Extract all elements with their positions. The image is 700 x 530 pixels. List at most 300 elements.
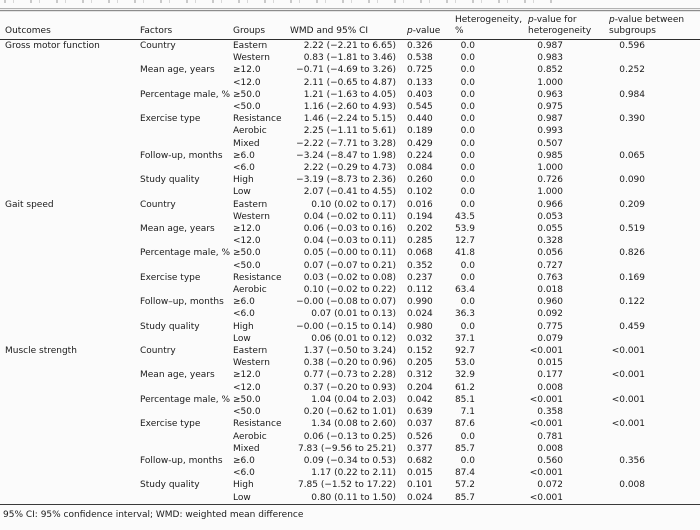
cell-outcomes (0, 443, 135, 455)
cell-wmd: 0.38 (−0.20 to 0.96) (303, 358, 396, 369)
cell-pbetween: 0.090 (619, 175, 645, 186)
table-row (0, 345, 700, 357)
table-row (0, 443, 700, 455)
cell-groups: <12.0 (233, 382, 261, 393)
table-row (0, 369, 700, 381)
column-header-p (403, 12, 452, 40)
table-row (0, 247, 700, 259)
cell-outcomes (0, 321, 135, 333)
cell-phet: 0.985 (537, 150, 563, 161)
cell-wmd: 0.05 (−0.00 to 0.11) (303, 248, 396, 259)
cell-pbetween: 0.209 (619, 199, 645, 210)
cell-pbetween (605, 235, 700, 247)
cell-phet: 0.775 (537, 321, 563, 332)
cell-pbetween: <0.001 (611, 346, 645, 357)
cell-phet: 1.000 (537, 187, 563, 198)
cell-phet: 0.975 (537, 102, 563, 113)
cell-pbetween (605, 260, 700, 272)
cell-het: 0.0 (460, 102, 475, 113)
cell-outcomes (0, 138, 135, 150)
table-row (0, 211, 700, 223)
cell-het: 0.0 (460, 297, 475, 308)
cell-groups: Western (233, 53, 270, 64)
cell-factors (135, 77, 230, 89)
cell-phet: <0.001 (529, 419, 563, 430)
cell-groups: High (233, 321, 254, 332)
cell-wmd: 0.10 (−0.02 to 0.22) (303, 285, 396, 296)
cell-factors (135, 138, 230, 150)
cell-pbetween: <0.001 (611, 370, 645, 381)
cell-factors: Exercise type (140, 114, 201, 125)
cell-pbetween: 0.459 (619, 321, 645, 332)
cell-p: 0.403 (407, 89, 433, 100)
cell-het: 0.0 (460, 89, 475, 100)
cell-wmd: 0.09 (−0.34 to 0.53) (303, 455, 396, 466)
cell-factors (135, 443, 230, 455)
cell-het: 37.1 (454, 333, 475, 344)
cell-factors (135, 162, 230, 174)
column-header-groups (230, 12, 287, 40)
cell-factors (135, 125, 230, 137)
header-line: p-value (407, 25, 441, 36)
cell-factors (135, 333, 230, 345)
table-row (0, 382, 700, 394)
cell-p: 0.189 (407, 126, 433, 137)
cell-phet: 0.960 (537, 297, 563, 308)
cell-het: 85.7 (454, 492, 475, 503)
table-row (0, 479, 700, 491)
cell-groups: ≥50.0 (233, 394, 261, 405)
cell-pbetween: 0.390 (619, 114, 645, 125)
cell-het: 41.8 (454, 248, 475, 259)
cell-groups: <12.0 (233, 77, 261, 88)
cell-groups: High (233, 175, 254, 186)
cell-het: 87.4 (454, 468, 475, 479)
cell-p: 0.538 (407, 53, 433, 64)
table-row (0, 40, 700, 53)
cell-p: 0.725 (407, 65, 433, 76)
cell-groups: Low (233, 333, 251, 344)
cell-het: 0.0 (460, 431, 475, 442)
cell-groups: ≥12.0 (233, 224, 261, 235)
cell-outcomes (0, 77, 135, 89)
cell-outcomes (0, 284, 135, 296)
cell-wmd: 0.07 (−0.07 to 0.21) (303, 260, 396, 271)
cell-phet: 0.507 (537, 138, 563, 149)
table-row (0, 138, 700, 150)
table-row (0, 406, 700, 418)
cell-outcomes (0, 235, 135, 247)
cell-phet: 0.358 (537, 407, 563, 418)
cell-groups: ≥12.0 (233, 65, 261, 76)
cell-p: 0.682 (407, 455, 433, 466)
cell-phet: <0.001 (529, 468, 563, 479)
table-row (0, 492, 700, 505)
cell-outcomes (0, 406, 135, 418)
cell-pbetween: 0.356 (619, 455, 645, 466)
cell-outcomes (0, 89, 135, 101)
table-row (0, 77, 700, 89)
cropped-caption-remnant (4, 0, 556, 3)
cell-phet: 0.072 (537, 480, 563, 491)
cell-wmd: 1.34 (0.08 to 2.60) (311, 419, 396, 430)
header-line: Factors (140, 25, 173, 36)
cell-wmd: −0.71 (−4.69 to 3.26) (296, 65, 396, 76)
cell-groups: ≥12.0 (233, 370, 261, 381)
cell-p: 0.352 (407, 260, 433, 271)
cell-outcomes (0, 479, 135, 491)
cell-factors: Mean age, years (140, 224, 215, 235)
table-row (0, 418, 700, 430)
cell-het: 0.0 (460, 138, 475, 149)
column-header-het (452, 12, 525, 40)
cell-phet: 0.055 (537, 224, 563, 235)
table-row (0, 284, 700, 296)
header-line: Groups (233, 25, 266, 36)
cell-outcomes (0, 247, 135, 259)
cell-het: 0.0 (460, 260, 475, 271)
cell-factors (135, 467, 230, 479)
column-header-outcomes (0, 12, 135, 40)
cell-wmd: 0.04 (−0.02 to 0.11) (303, 211, 396, 222)
cell-het: 53.0 (454, 358, 475, 369)
cell-factors (135, 260, 230, 272)
cell-p: 0.024 (407, 309, 433, 320)
table-footnote: 95% CI: 95% confidence interval; WMD: weighted mean difference (3, 509, 304, 520)
table-row (0, 308, 700, 320)
cell-pbetween (605, 431, 700, 443)
cell-phet: 0.328 (537, 236, 563, 247)
cell-p: 0.202 (407, 224, 433, 235)
cell-factors: Follow–up, months (140, 297, 224, 308)
header-line: WMD and 95% CI (290, 25, 369, 36)
cell-pbetween (605, 443, 700, 455)
cell-het: 85.1 (454, 394, 475, 405)
cell-wmd: 0.06 (−0.13 to 0.25) (303, 431, 396, 442)
cell-het: 32.9 (454, 370, 475, 381)
cell-groups: <6.0 (233, 163, 255, 174)
cell-p: 0.285 (407, 236, 433, 247)
table-row (0, 113, 700, 125)
cell-pbetween: <0.001 (611, 394, 645, 405)
cell-factors: Country (140, 41, 176, 51)
cell-wmd: 0.10 (0.02 to 0.17) (311, 199, 396, 210)
cell-pbetween (605, 382, 700, 394)
cell-phet: 0.015 (537, 358, 563, 369)
cell-wmd: 0.20 (−0.62 to 1.01) (303, 407, 396, 418)
table-row (0, 89, 700, 101)
cell-p: 0.205 (407, 358, 433, 369)
cell-pbetween: 0.826 (619, 248, 645, 259)
cell-wmd: 2.07 (−0.41 to 4.55) (303, 187, 396, 198)
column-header-phet (525, 12, 605, 40)
cell-phet: 0.177 (537, 370, 563, 381)
cell-outcomes: Gait speed (5, 199, 54, 210)
cell-pbetween (605, 52, 700, 64)
table-row (0, 101, 700, 113)
cell-phet: 0.053 (537, 211, 563, 222)
cell-groups: Resistance (233, 419, 282, 430)
cell-het: 0.0 (460, 321, 475, 332)
column-header-pbetween (605, 12, 700, 40)
cell-groups: <50.0 (233, 407, 261, 418)
cell-pbetween (605, 308, 700, 320)
cell-wmd: 0.06 (−0.03 to 0.16) (303, 224, 396, 235)
cell-het: 0.0 (460, 272, 475, 283)
cell-wmd: 2.22 (−2.21 to 6.65) (303, 41, 396, 51)
cell-groups: ≥50.0 (233, 89, 261, 100)
cell-p: 0.224 (407, 150, 433, 161)
cell-outcomes (0, 101, 135, 113)
cell-outcomes (0, 150, 135, 162)
cell-outcomes (0, 174, 135, 186)
cell-factors: Exercise type (140, 419, 201, 430)
cell-wmd: 1.21 (−1.63 to 4.05) (303, 89, 396, 100)
cell-phet: 0.079 (537, 333, 563, 344)
cell-het: 85.7 (454, 443, 475, 454)
cell-factors: Country (140, 346, 176, 357)
table-row (0, 223, 700, 235)
cell-het: 0.0 (460, 150, 475, 161)
cell-het: 87.6 (454, 419, 475, 430)
cell-het: 0.0 (460, 53, 475, 64)
cell-p: 0.068 (407, 248, 433, 259)
cell-wmd: 2.11 (−0.65 to 4.87) (303, 77, 396, 88)
cell-groups: ≥6.0 (233, 150, 255, 161)
cell-wmd: 0.77 (−0.73 to 2.28) (303, 370, 396, 381)
table-row (0, 162, 700, 174)
cell-factors (135, 101, 230, 113)
table-row (0, 333, 700, 345)
cell-outcomes (0, 455, 135, 467)
cell-groups: Eastern (233, 199, 268, 210)
cell-groups: High (233, 480, 254, 491)
cell-het: 92.7 (454, 346, 475, 357)
cell-wmd: 7.83 (−9.56 to 25.21) (297, 443, 396, 454)
cell-het: 0.0 (460, 126, 475, 137)
cell-wmd: 2.22 (−0.29 to 4.73) (303, 163, 396, 174)
cell-phet: 0.092 (537, 309, 563, 320)
cell-groups: Aerobic (233, 126, 267, 137)
table-header (0, 12, 700, 40)
cell-phet: 0.008 (537, 382, 563, 393)
cell-wmd: −0.00 (−0.08 to 0.07) (296, 297, 396, 308)
cell-phet: 0.727 (537, 260, 563, 271)
cell-het: 63.4 (454, 285, 475, 296)
cell-outcomes (0, 113, 135, 125)
cell-outcomes (0, 186, 135, 198)
cell-phet: 0.983 (537, 53, 563, 64)
table-row (0, 186, 700, 198)
table-row (0, 150, 700, 162)
cell-factors: Mean age, years (140, 65, 215, 76)
header-row (0, 12, 700, 40)
cell-pbetween: 0.596 (619, 41, 645, 51)
table-row (0, 272, 700, 284)
cell-factors: Study quality (140, 480, 200, 491)
cell-outcomes (0, 260, 135, 272)
cell-p: 0.260 (407, 175, 433, 186)
cell-pbetween: 0.008 (619, 480, 645, 491)
cell-wmd: 0.80 (0.11 to 1.50) (311, 492, 396, 503)
cell-phet: 1.000 (537, 163, 563, 174)
cell-het: 0.0 (460, 65, 475, 76)
cell-factors: Percentage male, % (140, 394, 231, 405)
cell-het: 7.1 (460, 407, 475, 418)
cell-pbetween: 0.122 (619, 297, 645, 308)
cell-pbetween (605, 162, 700, 174)
cell-het: 0.0 (460, 77, 475, 88)
cell-outcomes (0, 162, 135, 174)
cell-outcomes (0, 308, 135, 320)
cell-het: 12.7 (454, 236, 475, 247)
cell-wmd: 0.37 (−0.20 to 0.93) (303, 382, 396, 393)
cell-groups: Resistance (233, 272, 282, 283)
cell-wmd: 1.17 (0.22 to 2.11) (311, 468, 396, 479)
cell-groups: Western (233, 211, 270, 222)
cell-factors (135, 406, 230, 418)
cell-groups: <6.0 (233, 468, 255, 479)
cell-pbetween (605, 467, 700, 479)
subgroup-analysis-table (0, 12, 700, 505)
cell-outcomes (0, 369, 135, 381)
cell-phet: 0.993 (537, 126, 563, 137)
cell-outcomes (0, 382, 135, 394)
cell-wmd: 1.04 (0.04 to 2.03) (311, 394, 396, 405)
cell-factors: Country (140, 199, 176, 210)
cell-phet: 0.963 (537, 89, 563, 100)
table-row (0, 321, 700, 333)
cell-factors (135, 492, 230, 505)
cell-wmd: 0.06 (0.01 to 0.12) (311, 333, 396, 344)
column-header-wmd (287, 12, 403, 40)
cell-pbetween: <0.001 (611, 419, 645, 430)
cell-groups: Low (233, 492, 251, 503)
header-line: p-value between (609, 15, 685, 25)
cell-wmd: −2.22 (−7.71 to 3.28) (296, 138, 396, 149)
cell-het: 0.0 (460, 114, 475, 125)
cell-outcomes (0, 52, 135, 64)
cell-outcomes (0, 64, 135, 76)
cell-phet: 0.966 (537, 199, 563, 210)
cell-groups: Aerobic (233, 431, 267, 442)
cell-het: 0.0 (460, 199, 475, 210)
cell-factors (135, 284, 230, 296)
cell-outcomes (0, 357, 135, 369)
cell-outcomes (0, 125, 135, 137)
cell-outcomes: Muscle strength (5, 346, 77, 357)
cell-factors (135, 357, 230, 369)
cell-groups: <12.0 (233, 236, 261, 247)
cell-pbetween (605, 284, 700, 296)
cell-factors: Percentage male, % (140, 248, 231, 259)
cell-groups: Eastern (233, 346, 268, 357)
cell-p: 0.101 (407, 480, 433, 491)
cell-factors (135, 211, 230, 223)
cell-wmd: 0.07 (0.01 to 0.13) (311, 309, 396, 320)
cell-pbetween (605, 333, 700, 345)
cell-groups: Mixed (233, 443, 260, 454)
cell-phet: <0.001 (529, 492, 563, 503)
cell-pbetween (605, 125, 700, 137)
cell-p: 0.102 (407, 187, 433, 198)
cell-outcomes (0, 296, 135, 308)
cell-groups: Mixed (233, 138, 260, 149)
cell-p: 0.312 (407, 370, 433, 381)
cell-p: 0.545 (407, 102, 433, 113)
cell-pbetween (605, 211, 700, 223)
cell-factors: Follow-up, months (140, 150, 223, 161)
cell-wmd: 7.85 (−1.52 to 17.22) (297, 480, 396, 491)
cell-groups: <50.0 (233, 260, 261, 271)
cell-p: 0.152 (407, 346, 433, 357)
cell-pbetween (605, 492, 700, 505)
cell-factors (135, 52, 230, 64)
cell-p: 0.526 (407, 431, 433, 442)
cell-p: 0.204 (407, 382, 433, 393)
table-row (0, 52, 700, 64)
cell-p: 0.237 (407, 272, 433, 283)
cell-pbetween (605, 77, 700, 89)
cell-phet: 0.560 (537, 455, 563, 466)
cell-outcomes (0, 394, 135, 406)
cell-pbetween: 0.169 (619, 272, 645, 283)
cell-p: 0.015 (407, 468, 433, 479)
cell-wmd: 0.03 (−0.02 to 0.08) (303, 272, 396, 283)
cell-factors: Follow-up, months (140, 455, 223, 466)
cell-factors (135, 308, 230, 320)
cell-factors: Mean age, years (140, 370, 215, 381)
cell-p: 0.980 (407, 321, 433, 332)
table-row (0, 174, 700, 186)
cell-factors (135, 382, 230, 394)
table-row (0, 467, 700, 479)
cell-wmd: 2.25 (−1.11 to 5.61) (303, 126, 396, 137)
cell-p: 0.440 (407, 114, 433, 125)
cell-groups: Western (233, 358, 270, 369)
cell-groups: ≥6.0 (233, 297, 255, 308)
cell-phet: 0.987 (537, 114, 563, 125)
cell-p: 0.112 (407, 285, 433, 296)
cell-pbetween: 0.252 (619, 65, 645, 76)
cell-het: 0.0 (460, 187, 475, 198)
header-line: p-value for (528, 15, 577, 25)
cell-pbetween: 0.065 (619, 150, 645, 161)
header-line: Heterogeneity, (455, 15, 523, 25)
cell-wmd: 1.37 (−0.50 to 3.24) (303, 346, 396, 357)
cell-het: 61.2 (454, 382, 475, 393)
cell-wmd: −3.19 (−8.73 to 2.36) (296, 175, 396, 186)
cell-wmd: 0.83 (−1.81 to 3.46) (303, 53, 396, 64)
cell-outcomes (0, 492, 135, 505)
cell-outcomes (0, 223, 135, 235)
cell-groups: Aerobic (233, 285, 267, 296)
cell-phet: 0.987 (537, 41, 563, 51)
cell-factors (135, 235, 230, 247)
cell-groups: Eastern (233, 41, 268, 51)
cell-outcomes (0, 333, 135, 345)
table-body (0, 40, 700, 505)
cell-p: 0.194 (407, 211, 433, 222)
table-row (0, 431, 700, 443)
cell-groups: Resistance (233, 114, 282, 125)
cell-wmd: −3.24 (−8.47 to 1.98) (296, 150, 396, 161)
cell-het: 0.0 (460, 455, 475, 466)
cell-phet: 0.781 (537, 431, 563, 442)
cell-pbetween (605, 406, 700, 418)
cell-phet: 0.852 (537, 65, 563, 76)
cell-factors (135, 431, 230, 443)
